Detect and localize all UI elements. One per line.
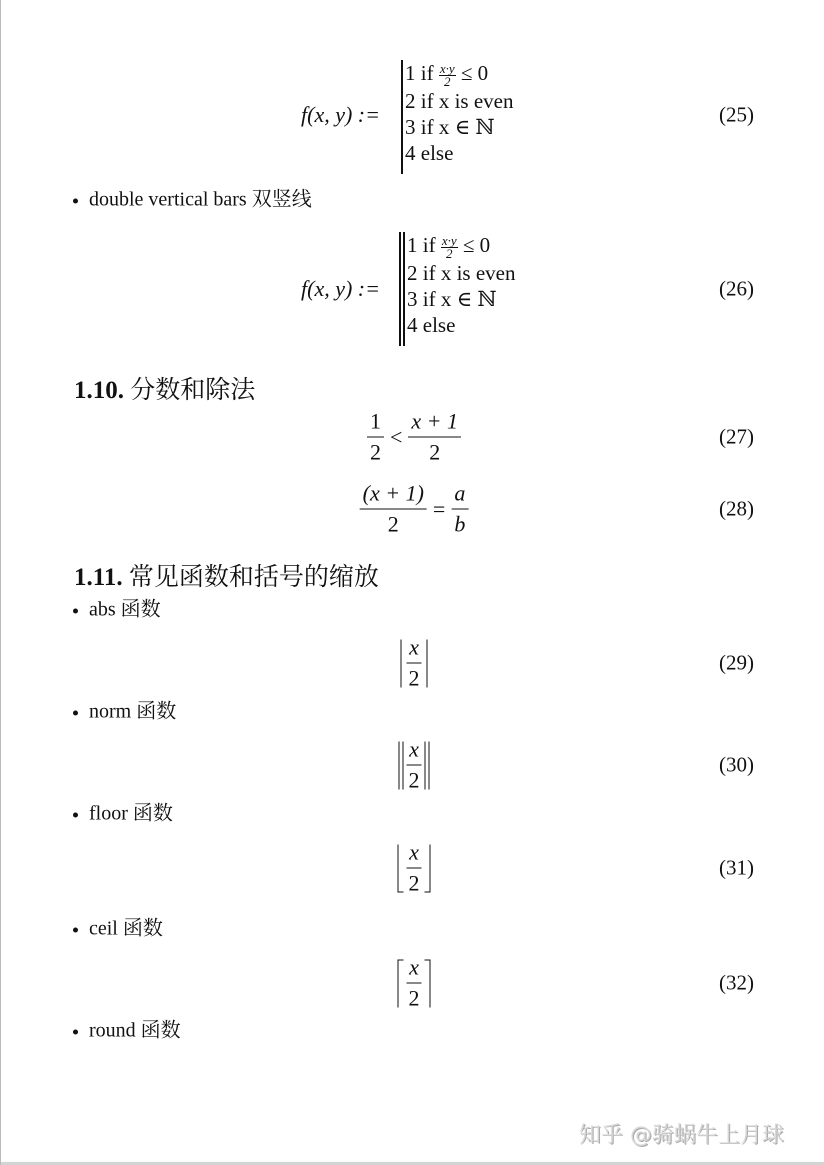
case-3: 3 if x ∈ ℕ [407, 286, 497, 311]
bullet-norm: norm 函数 [73, 695, 176, 724]
eq32-ceil: $\frac{x}{2}$ [396, 955, 433, 1012]
eq32-number: (32) [719, 970, 754, 995]
bullet-round: round 函数 [73, 1014, 181, 1043]
eq27-number: (27) [719, 424, 754, 449]
eq26-lhs: f(x, y) := [301, 276, 380, 301]
eq25-cases [401, 60, 513, 174]
eq25-lhs: f(x, y) := [301, 102, 380, 127]
eq30-number: (30) [719, 752, 754, 777]
eq31-number: (31) [719, 855, 754, 880]
eq28-number: (28) [719, 496, 754, 521]
case-2: 2 if x is even [407, 260, 516, 285]
eq30-norm: $\frac{x}{2}$ [397, 737, 432, 794]
eq27: $\frac{1}{2}$ < $\frac{x + 1}{2}$ [367, 409, 461, 466]
case-3: 3 if x ∈ ℕ [405, 114, 495, 139]
section-heading-1-10: 1.10. 分数和除法 [74, 377, 256, 404]
case-4: 4 else [407, 312, 456, 337]
bullet-double-vertical-bars: double vertical bars 双竖线 [73, 183, 312, 212]
case-1: 1 if $\frac{x\cdot y}{2}$ ≤ 0 [407, 232, 491, 261]
eq29-number: (29) [719, 650, 754, 675]
bullet-floor: floor 函数 [73, 797, 173, 826]
watermark: 知乎 @骑蜗牛上月球 [579, 1123, 784, 1148]
eq25-number: (25) [719, 102, 754, 127]
bullet-abs: abs 函数 [73, 593, 161, 622]
case-2: 2 if x is even [405, 88, 514, 113]
eq26-cases [399, 232, 515, 346]
eq26-number: (26) [719, 276, 754, 301]
eq29-abs: $\frac{x}{2}$ [399, 635, 430, 692]
bullet-ceil: ceil 函数 [73, 912, 163, 941]
case-1: 1 if $\frac{x\cdot y}{2}$ ≤ 0 [405, 60, 489, 89]
case-4: 4 else [405, 140, 454, 165]
eq28: $\frac{(x + 1)}{2}$ = $\frac{a}{b}$ [360, 481, 469, 538]
section-heading-1-11: 1.11. 常见函数和括号的缩放 [74, 564, 379, 591]
eq31-floor: $\frac{x}{2}$ [396, 840, 433, 897]
